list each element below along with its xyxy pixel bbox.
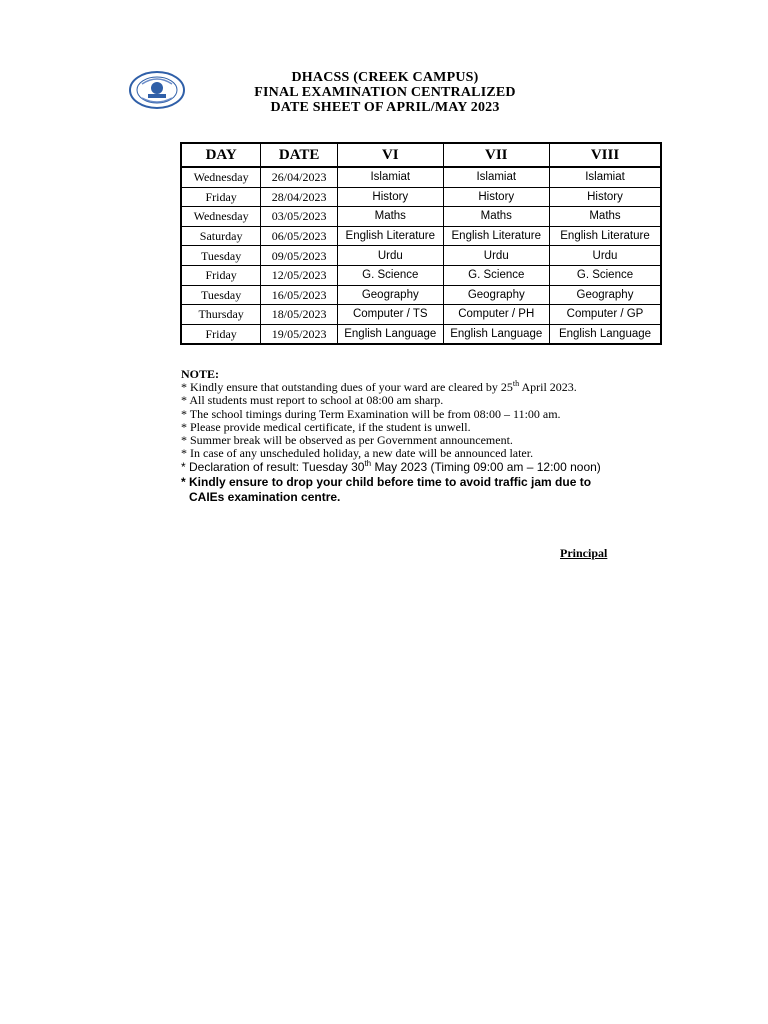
- subject-cell-vi: English Language: [338, 324, 444, 344]
- note-holiday: * In case of any unscheduled holiday, a new date will be announced later.: [181, 446, 534, 461]
- note-dues-end: April 2023.: [519, 380, 577, 395]
- note-dues-text: * Kindly ensure that outstanding dues of your ward are cleared by 25: [181, 380, 513, 395]
- date-cell: 26/04/2023: [261, 167, 338, 187]
- subject-cell-vi: Islamiat: [338, 167, 444, 187]
- date-cell: 09/05/2023: [261, 246, 338, 266]
- table-row: [181, 265, 661, 285]
- document-header: [180, 70, 590, 115]
- subject-cell-vi: Computer / TS: [338, 305, 444, 325]
- day-cell: Friday: [181, 324, 261, 344]
- note-medical-certificate: * Please provide medical certificate, if the student is unwell.: [181, 419, 471, 434]
- date-cell: 16/05/2023: [261, 285, 338, 305]
- notes-section: [181, 368, 651, 505]
- day-cell: Tuesday: [181, 246, 261, 266]
- table-row: [181, 305, 661, 325]
- subject-cell-vi: History: [338, 187, 444, 207]
- table-row: [181, 246, 661, 266]
- table-row: [181, 226, 661, 246]
- note-dues-sup: th: [512, 379, 520, 389]
- table-row: [181, 187, 661, 207]
- subject-cell-vii: G. Science: [443, 265, 549, 285]
- subject-cell-viii: English Language: [550, 324, 661, 344]
- day-cell: Friday: [181, 265, 261, 285]
- note-result-text: * Declaration of result: Tuesday 30: [181, 460, 365, 475]
- note-traffic-cont: CAIEs examination centre.: [189, 490, 341, 505]
- subject-cell-vi: G. Science: [338, 265, 444, 285]
- day-cell: Thursday: [181, 305, 261, 325]
- table-row: [181, 324, 661, 344]
- note-result-end: May 2023 (Timing 09:00 am – 12:00 noon): [371, 460, 601, 475]
- subject-cell-viii: Geography: [550, 285, 661, 305]
- school-name: DHACSS (CREEK CAMPUS): [291, 70, 479, 85]
- subject-cell-vii: Islamiat: [443, 167, 549, 187]
- day-cell: Tuesday: [181, 285, 261, 305]
- exam-title: FINAL EXAMINATION CENTRALIZED: [254, 85, 516, 100]
- subject-cell-viii: Islamiat: [550, 167, 661, 187]
- date-sheet-table: [180, 142, 662, 345]
- subject-cell-viii: G. Science: [550, 265, 661, 285]
- header-day: DAY: [181, 143, 261, 167]
- subject-cell-vii: English Literature: [443, 226, 549, 246]
- date-cell: 06/05/2023: [261, 226, 338, 246]
- day-cell: Wednesday: [181, 207, 261, 227]
- day-cell: Wednesday: [181, 167, 261, 187]
- principal-signature-label: Principal: [560, 546, 608, 560]
- date-cell: 03/05/2023: [261, 207, 338, 227]
- table-header-row: [181, 143, 661, 167]
- subject-cell-vi: Urdu: [338, 246, 444, 266]
- header-class-vi: VI: [338, 143, 444, 167]
- subject-cell-vii: Computer / PH: [443, 305, 549, 325]
- subject-cell-viii: Computer / GP: [550, 305, 661, 325]
- subject-cell-vi: Geography: [338, 285, 444, 305]
- subject-cell-vii: Geography: [443, 285, 549, 305]
- note-traffic: * Kindly ensure to drop your child before time to avoid traffic jam due to: [181, 475, 592, 490]
- date-cell: 18/05/2023: [261, 305, 338, 325]
- note-report-time: * All students must report to school at 08:00 am sharp.: [181, 393, 444, 408]
- header-class-vii: VII: [443, 143, 549, 167]
- notes-title: NOTE:: [181, 367, 220, 381]
- subject-cell-vii: Urdu: [443, 246, 549, 266]
- table-row: [181, 285, 661, 305]
- school-logo: [128, 70, 186, 110]
- date-cell: 12/05/2023: [261, 265, 338, 285]
- note-summer-break: * Summer break will be observed as per Government announcement.: [181, 433, 513, 448]
- note-result: [181, 460, 651, 475]
- subject-cell-vii: History: [443, 187, 549, 207]
- note-school-timings: * The school timings during Term Examination will be from 08:00 – 11:00 am.: [181, 406, 561, 421]
- date-cell: 28/04/2023: [261, 187, 338, 207]
- day-cell: Friday: [181, 187, 261, 207]
- subject-cell-viii: Urdu: [550, 246, 661, 266]
- note-result-sup: th: [364, 459, 372, 469]
- header-date: DATE: [261, 143, 338, 167]
- table-row: [181, 167, 661, 187]
- subject-cell-vi: English Literature: [338, 226, 444, 246]
- subject-cell-vii: English Language: [443, 324, 549, 344]
- day-cell: Saturday: [181, 226, 261, 246]
- subject-cell-vii: Maths: [443, 207, 549, 227]
- header-class-viii: VIII: [550, 143, 661, 167]
- table-row: [181, 207, 661, 227]
- subject-cell-vi: Maths: [338, 207, 444, 227]
- subject-cell-viii: Maths: [550, 207, 661, 227]
- date-cell: 19/05/2023: [261, 324, 338, 344]
- subject-cell-viii: History: [550, 187, 661, 207]
- sheet-title: DATE SHEET OF APRIL/MAY 2023: [270, 100, 500, 115]
- subject-cell-viii: English Literature: [550, 226, 661, 246]
